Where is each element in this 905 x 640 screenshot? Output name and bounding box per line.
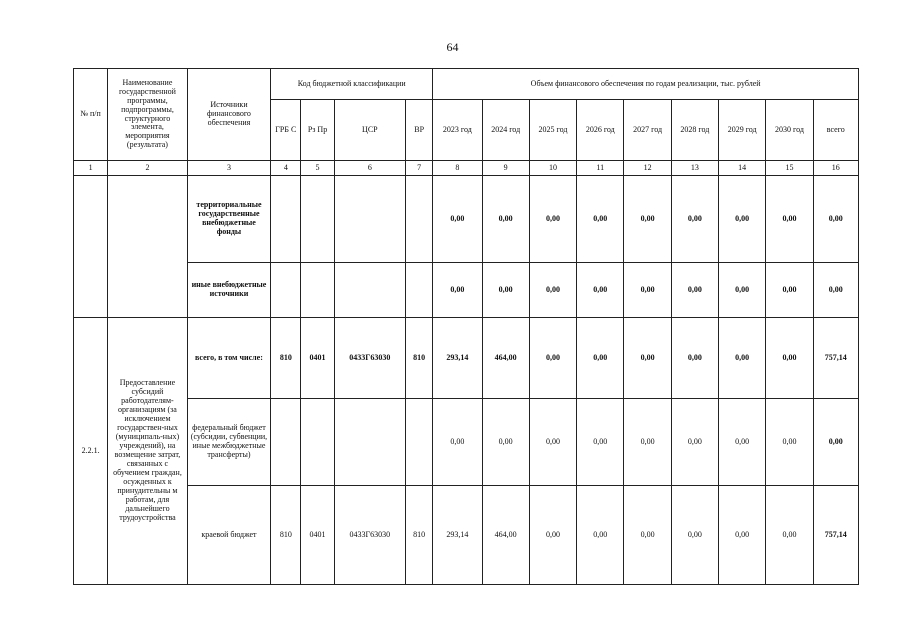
header-vr: ВР xyxy=(406,100,433,161)
grbs-cell xyxy=(271,263,301,318)
value-cell: 0,00 xyxy=(719,176,766,263)
header-year-2024: 2024 год xyxy=(482,100,529,161)
value-cell: 0,00 xyxy=(624,176,671,263)
value-cell: 0,00 xyxy=(529,176,576,263)
header-sources: Источники финансового обеспечения xyxy=(187,69,271,161)
value-cell: 0,00 xyxy=(766,486,813,585)
value-cell: 0,00 xyxy=(482,263,529,318)
value-cell: 0,00 xyxy=(719,318,766,399)
header-name: Наименование государственной программы, подпрограммы, структурного элемента, мероприятия (результата) xyxy=(108,69,188,161)
value-cell: 0,00 xyxy=(766,318,813,399)
vr-cell: 810 xyxy=(406,486,433,585)
item-number: 2.2.1. xyxy=(74,318,108,585)
value-cell: 0,00 xyxy=(766,263,813,318)
table-row xyxy=(74,263,859,318)
header-year-2028: 2028 год xyxy=(671,100,718,161)
value-cell: 0,00 xyxy=(433,399,482,486)
header-year-2026: 2026 год xyxy=(577,100,624,161)
value-cell: 293,14 xyxy=(433,486,482,585)
column-number: 8 xyxy=(433,161,482,176)
column-number: 7 xyxy=(406,161,433,176)
value-cell: 0,00 xyxy=(577,486,624,585)
column-number: 16 xyxy=(813,161,858,176)
rzpr-cell: 0401 xyxy=(301,486,334,585)
value-cell: 0,00 xyxy=(433,176,482,263)
value-cell: 0,00 xyxy=(529,263,576,318)
value-cell: 0,00 xyxy=(577,176,624,263)
column-number-row xyxy=(74,161,859,176)
page-number: 64 xyxy=(446,40,459,54)
column-number: 10 xyxy=(529,161,576,176)
vr-cell xyxy=(406,263,433,318)
header-total: всего xyxy=(813,100,858,161)
csr-cell xyxy=(334,399,405,486)
value-cell: 0,00 xyxy=(671,486,718,585)
rzpr-cell: 0401 xyxy=(301,318,334,399)
grbs-cell xyxy=(271,399,301,486)
csr-cell: 0433Г63030 xyxy=(334,318,405,399)
column-number: 2 xyxy=(108,161,188,176)
value-cell: 0,00 xyxy=(577,399,624,486)
item-name: Предоставление субсидий работодателям-организациям (за исключением государствен-ных (муниципаль-ных) учреждений), на возмещение затрат, связанных с обучением граждан, осужденных к принудительны м работам, для дальнейшего трудоустройства xyxy=(108,318,188,585)
csr-cell xyxy=(334,176,405,263)
column-number: 4 xyxy=(271,161,301,176)
rzpr-cell xyxy=(301,399,334,486)
column-number: 11 xyxy=(577,161,624,176)
header-num: № п/п xyxy=(74,69,108,161)
value-cell: 0,00 xyxy=(624,263,671,318)
source-cell: краевой бюджет xyxy=(187,486,271,585)
column-number: 6 xyxy=(334,161,405,176)
value-cell: 0,00 xyxy=(529,486,576,585)
header-year-2030: 2030 год xyxy=(766,100,813,161)
grbs-cell: 810 xyxy=(271,486,301,585)
value-cell: 0,00 xyxy=(671,318,718,399)
table-row xyxy=(74,318,859,399)
value-cell: 0,00 xyxy=(529,318,576,399)
total-cell: 0,00 xyxy=(813,263,858,318)
column-number: 3 xyxy=(187,161,271,176)
grbs-cell: 810 xyxy=(271,318,301,399)
budget-table xyxy=(73,68,859,585)
value-cell: 0,00 xyxy=(671,176,718,263)
value-cell: 0,00 xyxy=(671,263,718,318)
header-grbs: ГРБ С xyxy=(271,100,301,161)
source-cell: всего, в том числе: xyxy=(187,318,271,399)
header-year-2029: 2029 год xyxy=(719,100,766,161)
source-cell: федеральный бюджет (субсидии, субвенции, иные межбюджетные трансферты) xyxy=(187,399,271,486)
value-cell: 0,00 xyxy=(433,263,482,318)
total-cell: 757,14 xyxy=(813,318,858,399)
table-row xyxy=(74,176,859,263)
total-cell: 0,00 xyxy=(813,399,858,486)
value-cell: 0,00 xyxy=(624,486,671,585)
column-number: 5 xyxy=(301,161,334,176)
value-cell: 0,00 xyxy=(577,318,624,399)
value-cell: 0,00 xyxy=(719,486,766,585)
source-cell: территориальные государственные внебюджетные фонды xyxy=(187,176,271,263)
value-cell: 0,00 xyxy=(529,399,576,486)
value-cell: 0,00 xyxy=(766,176,813,263)
column-number: 14 xyxy=(719,161,766,176)
total-cell: 757,14 xyxy=(813,486,858,585)
header-rzpr: Рз Пр xyxy=(301,100,334,161)
rzpr-cell xyxy=(301,176,334,263)
table-row xyxy=(74,486,859,585)
rzpr-cell xyxy=(301,263,334,318)
value-cell: 0,00 xyxy=(577,263,624,318)
name-cell-empty xyxy=(108,176,188,318)
header-year-2027: 2027 год xyxy=(624,100,671,161)
column-number: 15 xyxy=(766,161,813,176)
value-cell: 464,00 xyxy=(482,318,529,399)
vr-cell xyxy=(406,399,433,486)
value-cell: 0,00 xyxy=(671,399,718,486)
value-cell: 0,00 xyxy=(719,263,766,318)
header-volume-group: Объем финансового обеспечения по годам реализации, тыс. рублей xyxy=(433,69,859,100)
column-number: 1 xyxy=(74,161,108,176)
vr-cell xyxy=(406,176,433,263)
value-cell: 0,00 xyxy=(482,399,529,486)
total-cell: 0,00 xyxy=(813,176,858,263)
value-cell: 0,00 xyxy=(482,176,529,263)
header-code-group: Код бюджетной классификации xyxy=(271,69,433,100)
column-number: 9 xyxy=(482,161,529,176)
value-cell: 0,00 xyxy=(624,318,671,399)
csr-cell xyxy=(334,263,405,318)
header-year-2023: 2023 год xyxy=(433,100,482,161)
value-cell: 464,00 xyxy=(482,486,529,585)
value-cell: 0,00 xyxy=(719,399,766,486)
value-cell: 0,00 xyxy=(766,399,813,486)
column-number: 13 xyxy=(671,161,718,176)
table-row xyxy=(74,399,859,486)
csr-cell: 0433Г63030 xyxy=(334,486,405,585)
header-csr: ЦСР xyxy=(334,100,405,161)
num-cell-empty xyxy=(74,176,108,318)
grbs-cell xyxy=(271,176,301,263)
header-year-2025: 2025 год xyxy=(529,100,576,161)
value-cell: 293,14 xyxy=(433,318,482,399)
vr-cell: 810 xyxy=(406,318,433,399)
value-cell: 0,00 xyxy=(624,399,671,486)
header-row-1 xyxy=(74,69,859,100)
source-cell: иные внебюджетные источники xyxy=(187,263,271,318)
column-number: 12 xyxy=(624,161,671,176)
